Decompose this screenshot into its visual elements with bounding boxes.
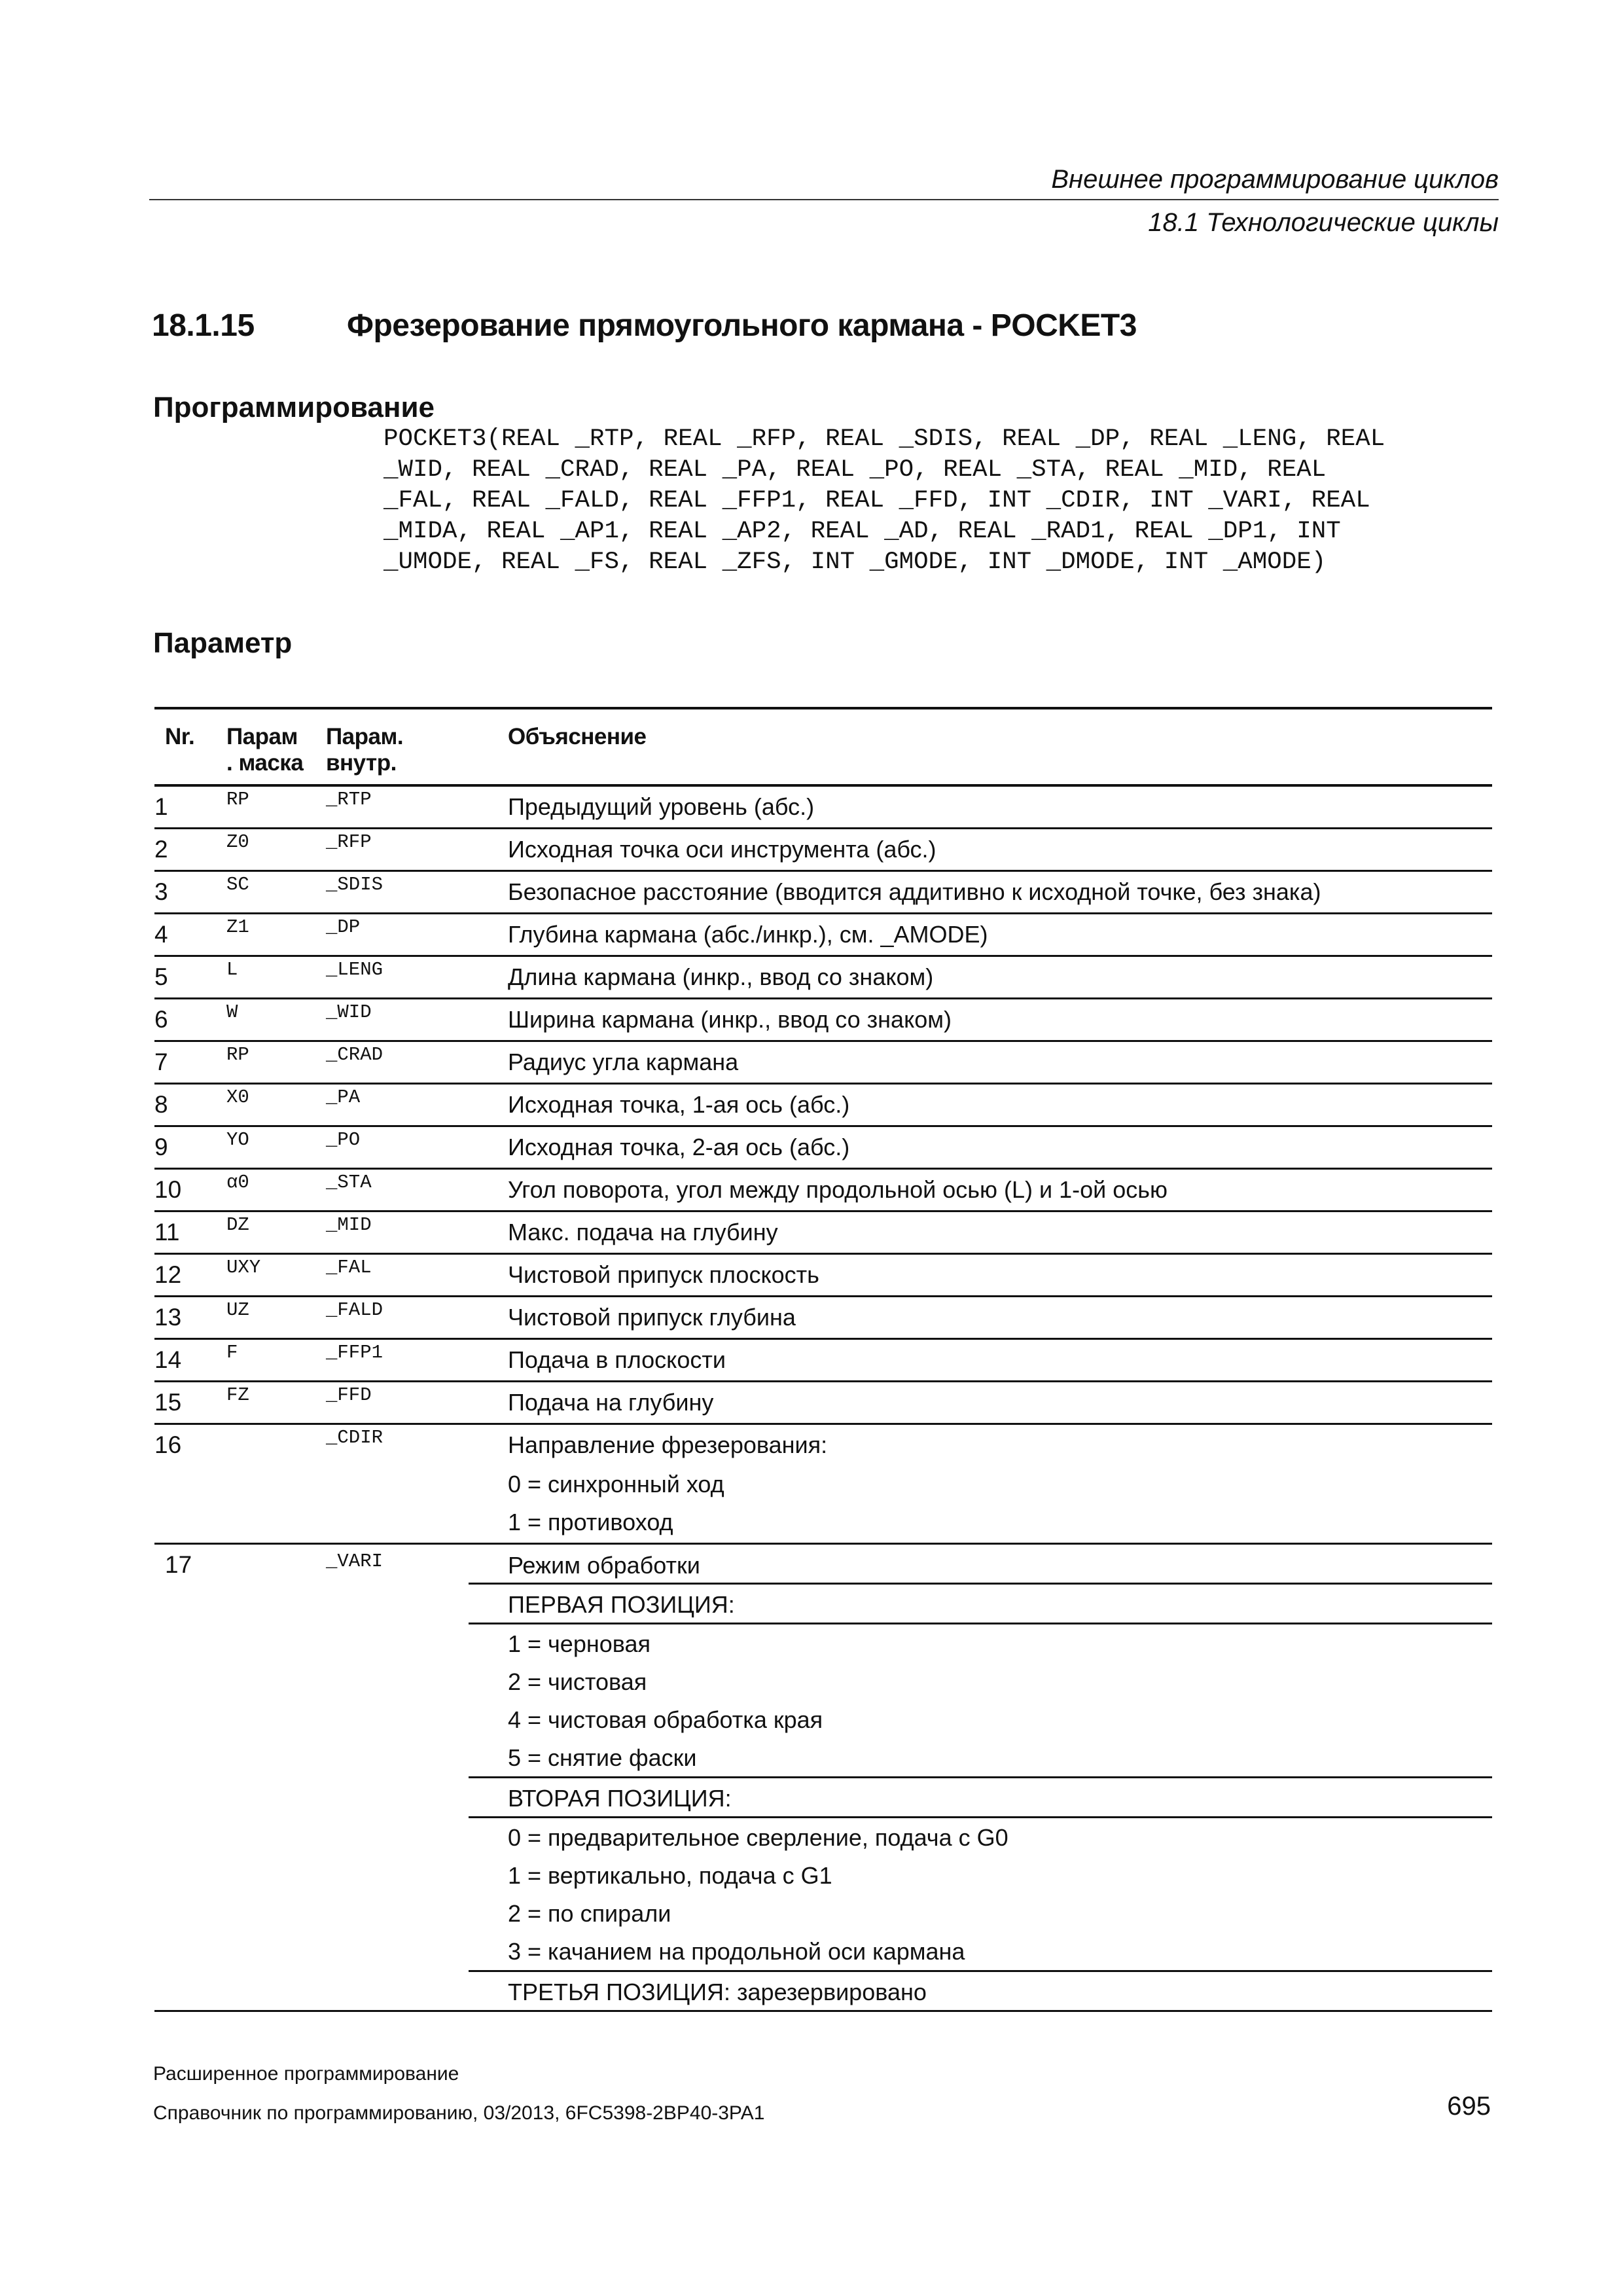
row-mask: L xyxy=(226,956,326,999)
col-header-mask-line1: Парам xyxy=(226,724,298,749)
row-nr: 5 xyxy=(154,956,226,999)
programming-heading: Программирование xyxy=(153,391,435,423)
vari-pos1-item: 1 = черновая xyxy=(508,1630,651,1657)
row-explanation: Подача в плоскости xyxy=(508,1339,1492,1382)
row-nr: 4 xyxy=(154,914,226,956)
col-header-explanation: Объяснение xyxy=(508,724,647,749)
code-block xyxy=(383,424,1509,578)
row-mask: Z1 xyxy=(226,914,326,956)
row-internal: _CDIR xyxy=(326,1424,508,1544)
row-mask: α0 xyxy=(226,1169,326,1211)
row-nr: 9 xyxy=(154,1126,226,1169)
vari-explanation: Режим обработки xyxy=(508,1552,700,1579)
row-nr: 12 xyxy=(154,1254,226,1297)
row-explanation: Исходная точка оси инструмента (абс.) xyxy=(508,829,1492,871)
running-header-section: 18.1 Технологические циклы xyxy=(1148,208,1499,237)
row-mask: UXY xyxy=(226,1254,326,1297)
cdir-explanation: Направление фрезерования: xyxy=(508,1431,828,1458)
table-row xyxy=(154,1084,1492,1126)
row-internal: _SDIS xyxy=(326,871,508,914)
col-header-mask-line2: . маска xyxy=(226,750,304,776)
table-row xyxy=(154,829,1492,871)
row-explanation: Длина кармана (инкр., ввод со знаком) xyxy=(508,956,1492,999)
col-header-nr: Nr. xyxy=(165,724,195,749)
cdir-option: 1 = противоход xyxy=(508,1509,673,1535)
table-row xyxy=(154,1169,1492,1211)
page-number: 695 xyxy=(1447,2092,1491,2121)
row-mask: FZ xyxy=(226,1382,326,1424)
row-nr: 14 xyxy=(154,1339,226,1382)
vari-pos2-item: 3 = качанием на продольной оси кармана xyxy=(508,1938,965,1965)
vari-pos1-item: 4 = чистовая обработка края xyxy=(508,1706,823,1733)
row-mask: SC xyxy=(226,871,326,914)
table-row xyxy=(154,1041,1492,1084)
table-row xyxy=(154,1254,1492,1297)
row-nr: 3 xyxy=(154,871,226,914)
row-internal: _MID xyxy=(326,1211,508,1254)
code-line: _WID, REAL _CRAD, REAL _PA, REAL _PO, REAL _STA, REAL _MID, REAL xyxy=(383,456,1327,484)
vari-pos3-label: ТРЕТЬЯ ПОЗИЦИЯ: зарезервировано xyxy=(469,1970,1492,2010)
row-explanation: Безопасное расстояние (вводится аддитивно к исходной точке, без знака) xyxy=(508,871,1492,914)
table-row xyxy=(154,1382,1492,1424)
col-header-internal-line1: Парам. xyxy=(326,724,404,749)
footer-book-title: Расширенное программирование xyxy=(153,2063,459,2085)
code-line: _UMODE, REAL _FS, REAL _ZFS, INT _GMODE, INT _DMODE, INT _AMODE) xyxy=(383,548,1327,576)
cdir-option: 0 = синхронный ход xyxy=(508,1471,724,1498)
section-title xyxy=(152,308,1137,344)
section-number: 18.1.15 xyxy=(152,308,255,343)
row-mask: YO xyxy=(226,1126,326,1169)
vari-pos2-label: ВТОРАЯ ПОЗИЦИЯ: xyxy=(469,1776,1492,1816)
row-internal: _FAL xyxy=(326,1254,508,1297)
row-internal: _FALD xyxy=(326,1297,508,1339)
row-internal: _PA xyxy=(326,1084,508,1126)
row-nr: 10 xyxy=(154,1169,226,1211)
parameter-table xyxy=(154,707,1492,2012)
row-explanation: Исходная точка, 2-ая ось (абс.) xyxy=(508,1126,1492,1169)
row-nr: 13 xyxy=(154,1297,226,1339)
table-row xyxy=(154,785,1492,829)
table-row xyxy=(154,1126,1492,1169)
row-mask: DZ xyxy=(226,1211,326,1254)
table-header-row xyxy=(154,708,1492,785)
section-title-text: Фрезерование прямоугольного кармана - POCKET3 xyxy=(347,308,1137,343)
footer-edition: Справочник по программированию, 03/2013, 6FC5398-2BP40-3PA1 xyxy=(153,2102,765,2124)
code-line: _FAL, REAL _FALD, REAL _FFP1, REAL _FFD, INT _CDIR, INT _VARI, REAL xyxy=(383,487,1370,514)
row-mask: RP xyxy=(226,785,326,829)
row-explanation: Подача на глубину xyxy=(508,1382,1492,1424)
code-line: _MIDA, REAL _AP1, REAL _AP2, REAL _AD, REAL _RAD1, REAL _DP1, INT xyxy=(383,518,1341,545)
row-internal: _LENG xyxy=(326,956,508,999)
row-internal: _PO xyxy=(326,1126,508,1169)
header-rule xyxy=(149,199,1499,200)
row-nr: 11 xyxy=(154,1211,226,1254)
col-header-internal-line2: внутр. xyxy=(326,750,397,776)
row-mask xyxy=(226,1544,326,2011)
vari-pos1-item: 5 = снятие фаски xyxy=(508,1744,697,1771)
row-internal: _WID xyxy=(326,999,508,1041)
row-nr: 16 xyxy=(154,1424,226,1544)
row-internal: _CRAD xyxy=(326,1041,508,1084)
row-explanation: Предыдущий уровень (абс.) xyxy=(508,785,1492,829)
row-nr: 2 xyxy=(154,829,226,871)
row-mask: Z0 xyxy=(226,829,326,871)
row-internal: _RTP xyxy=(326,785,508,829)
table-row xyxy=(154,1211,1492,1254)
row-explanation: Глубина кармана (абс./инкр.), см. _AMODE) xyxy=(508,914,1492,956)
table-row xyxy=(154,956,1492,999)
table-row xyxy=(154,1297,1492,1339)
row-explanation: Ширина кармана (инкр., ввод со знаком) xyxy=(508,999,1492,1041)
table-row xyxy=(154,871,1492,914)
code-line: POCKET3(REAL _RTP, REAL _RFP, REAL _SDIS, REAL _DP, REAL _LENG, REAL xyxy=(383,425,1385,453)
row-mask: W xyxy=(226,999,326,1041)
row-nr: 17 xyxy=(154,1544,226,2011)
row-mask: X0 xyxy=(226,1084,326,1126)
row-internal: _STA xyxy=(326,1169,508,1211)
col-header-internal xyxy=(326,708,508,785)
row-mask: UZ xyxy=(226,1297,326,1339)
vari-pos2-item: 2 = по спирали xyxy=(508,1900,671,1927)
row-explanation xyxy=(508,1424,1492,1544)
table-row xyxy=(154,999,1492,1041)
row-mask: RP xyxy=(226,1041,326,1084)
row-nr: 8 xyxy=(154,1084,226,1126)
table-row xyxy=(154,914,1492,956)
row-internal: _RFP xyxy=(326,829,508,871)
row-internal: _VARI xyxy=(326,1544,508,2011)
table-row xyxy=(154,1339,1492,1382)
row-explanation xyxy=(508,1544,1492,2011)
col-header-mask xyxy=(226,708,326,785)
row-nr: 15 xyxy=(154,1382,226,1424)
row-explanation: Чистовой припуск плоскость xyxy=(508,1254,1492,1297)
table-row-cdir xyxy=(154,1424,1492,1544)
table-row-vari xyxy=(154,1544,1492,2011)
row-explanation: Радиус угла кармана xyxy=(508,1041,1492,1084)
row-explanation: Исходная точка, 1-ая ось (абс.) xyxy=(508,1084,1492,1126)
row-explanation: Макс. подача на глубину xyxy=(508,1211,1492,1254)
vari-pos1-label: ПЕРВАЯ ПОЗИЦИЯ: xyxy=(469,1583,1492,1623)
row-explanation: Чистовой припуск глубина xyxy=(508,1297,1492,1339)
vari-pos1-item: 2 = чистовая xyxy=(508,1668,647,1695)
row-nr: 6 xyxy=(154,999,226,1041)
vari-pos2-item: 0 = предварительное сверление, подача с G0 xyxy=(508,1824,1008,1851)
row-nr: 1 xyxy=(154,785,226,829)
row-explanation: Угол поворота, угол между продольной осью (L) и 1-ой осью xyxy=(508,1169,1492,1211)
row-internal: _FFD xyxy=(326,1382,508,1424)
row-internal: _DP xyxy=(326,914,508,956)
running-header-chapter: Внешнее программирование циклов xyxy=(1051,165,1499,194)
row-internal: _FFP1 xyxy=(326,1339,508,1382)
parameters-heading: Параметр xyxy=(153,627,293,659)
row-nr: 7 xyxy=(154,1041,226,1084)
row-mask xyxy=(226,1424,326,1544)
vari-pos2-item: 1 = вертикально, подача с G1 xyxy=(508,1862,832,1889)
row-mask: F xyxy=(226,1339,326,1382)
